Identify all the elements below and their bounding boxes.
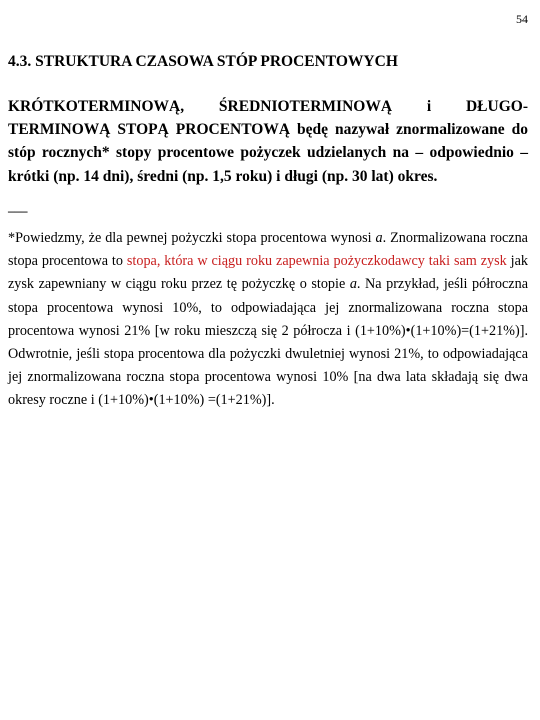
footnote-text-2: . Znormalizowana roczna stopa procentowa to bbox=[8, 230, 528, 270]
footnote-text-1: *Powiedzmy, że dla pewnej pożyczki stopa procentowa wynosi bbox=[8, 230, 376, 246]
section-title: 4.3. STRUKTURA CZASOWA STÓP PROCENTOWYCH bbox=[8, 53, 398, 70]
footnote-variable-a: a bbox=[375, 230, 383, 246]
footnote-highlight: stopa, która w ciągu roku zapewnia pożyczkodawcy taki sam zysk bbox=[126, 253, 507, 270]
footnote-variable-a: a bbox=[349, 276, 357, 293]
footnote bbox=[8, 227, 528, 413]
page-number: 54 bbox=[516, 12, 528, 26]
footnote-text-3: jak zysk zapewniany w ciągu roku przez tę pożyczkę o stopie bbox=[8, 253, 528, 293]
intro-paragraph: KRÓTKOTERMINOWĄ, ŚREDNIOTERMINOWĄ i DŁUGO-TERMINOWĄ STOPĄ PROCENTOWĄ będę nazywał znormalizowane do stóp rocznych* stopy procentowe pożyczek udzielanych na – odpowiednio – krótki (np. 14 dni), średni (np. 1,5 roku) i długi (np. 30 lat) okres. bbox=[8, 98, 528, 185]
footnote-text-4: . Na przykład, jeśli półroczna stopa procentowa wynosi 10%, to odpowiadająca jej znormalizowana roczna stopa procentowa wynosi 21% [w roku mieszczą się 2 półrocza i (1+10%)•(1+10%)=(1+21%)]. Odwrotnie, jeśli stopa procentowa dla pożyczki dwuletniej wynosi 21%, to odpowiadająca jej znormalizowana roczna stopa procentowa wynosi 10% [na dwa lata składają się dwa okresy roczne i (1+10%)•(1+10%) =(1+21%)]. bbox=[8, 276, 528, 409]
footnote-separator: ––– bbox=[8, 203, 28, 218]
